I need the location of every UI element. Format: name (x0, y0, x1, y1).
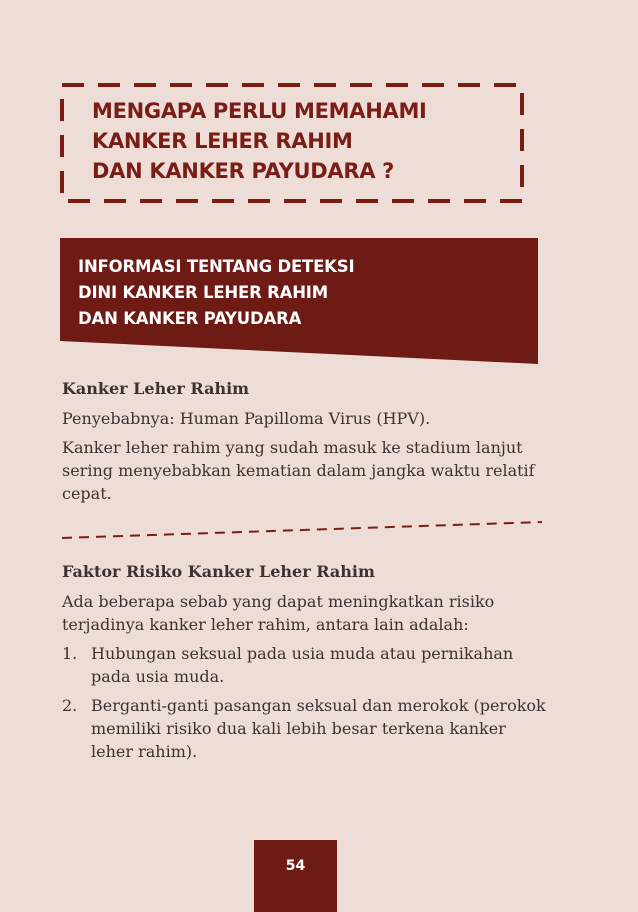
section-risk-factors (62, 560, 552, 769)
banner-line: DAN KANKER PAYUDARA (78, 309, 302, 328)
dashed-divider (62, 520, 542, 544)
intro-text: Ada beberapa sebab yang dapat meningkatkan risiko terjadinya kanker leher rahim, antara lain adalah: (62, 592, 495, 634)
cause-text: Penyebabnya: Human Papilloma Virus (HPV). (62, 409, 431, 428)
risk-factor-list (62, 642, 552, 763)
title-line: KANKER LEHER RAHIM (92, 129, 353, 153)
title-line: DAN KANKER PAYUDARA ? (92, 159, 395, 183)
description-text: Kanker leher rahim yang sudah masuk ke stadium lanjut sering menyebabkan kematian dalam jangka waktu relatif cepat. (62, 438, 535, 503)
banner-line: INFORMASI TENTANG DETEKSI (78, 257, 355, 276)
list-number: 1. (62, 644, 78, 663)
list-number: 2. (62, 696, 78, 715)
section-heading: Kanker Leher Rahim (62, 379, 250, 398)
list-item-text: Hubungan seksual pada usia muda atau pernikahan pada usia muda. (91, 644, 514, 686)
list-item (62, 642, 552, 688)
banner-line: DINI KANKER LEHER RAHIM (78, 283, 328, 302)
page-title (92, 96, 427, 186)
banner-heading (78, 254, 354, 332)
page-number: 54 (285, 858, 306, 874)
section-heading: Faktor Risiko Kanker Leher Rahim (62, 562, 375, 581)
list-item (62, 694, 552, 763)
title-line: MENGAPA PERLU MEMAHAMI (92, 99, 427, 123)
list-item-text: Berganti-ganti pasangan seksual dan merokok (perokok memiliki risiko dua kali lebih besar terkena kanker leher rahim). (91, 696, 546, 761)
page-number-tab (254, 840, 337, 912)
section-cervical-cancer (62, 377, 552, 511)
